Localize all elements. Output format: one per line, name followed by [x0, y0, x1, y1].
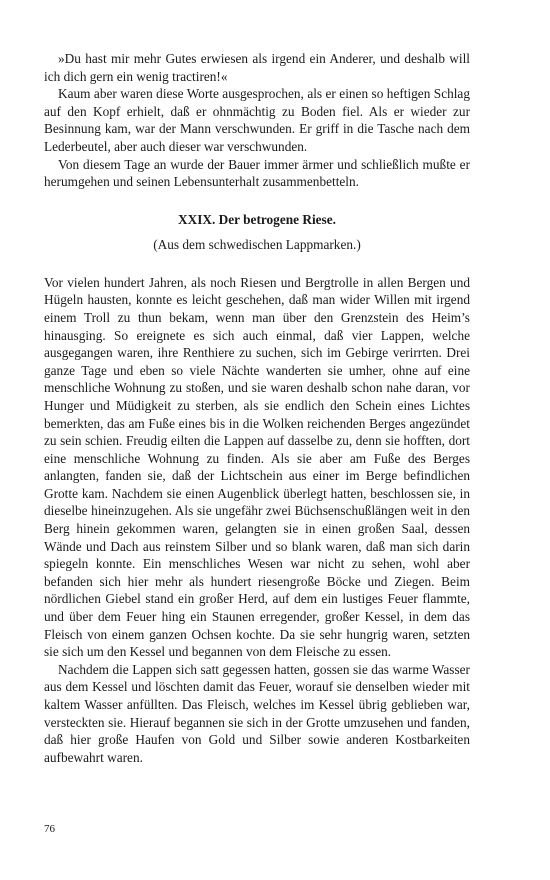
- paragraph-blow: Kaum aber waren diese Worte ausgesprochen, als er einen so heftigen Schlag auf den Kopf erhielt, daß er ohnmächtig zu Boden fiel. Als er wieder zur Besinnung kam, war der Mann verschwunden. Er griff in die Tasche nach dem Lederbeutel, aber auch dieser war verschwunden.: [44, 86, 470, 154]
- page-number: 76: [44, 823, 55, 835]
- paragraph-story-continued: Nachdem die Lappen sich satt gegessen hatten, gossen sie das warme Wasser aus dem Kessel und löschten damit das Feuer, worauf sie denselben wieder mit kaltem Wasser anfüllten. Das Fleisch, welches im Kessel übrig geblieben war, versteckten sie. Hierauf begannen sie sich in der Grotte umzusehen und fanden, daß hier große Haufen von Gold und Silber sowie anderen Kostbarkeiten aufbewahrt waren.: [44, 661, 470, 765]
- chapter-title: XXIX. Der betrogene Riese.: [178, 211, 336, 227]
- paragraph-story-opening: Vor vielen hundert Jahren, als noch Riesen und Bergtrolle in allen Bergen und Hügeln hausten, konnte es leicht geschehen, daß man wider Willen mit irgend einem Troll zu thun bekam, wenn man über den Grenzstein des Heim’s hinausging. So ereignete es sich auch einmal, daß vier Lappen, welche ausgegangen waren, ihre Renthiere zu suchen, sich im Gebirge verirrten. Drei ganze Tage und eben so viele Nächte wanderten sie umher, ohne auf eine menschliche Wohnung zu stoßen, und sie waren deshalb schon nahe daran, vor Hunger und Müdigkeit zu sterben, als sie endlich den Schein eines Lichtes bemerkten, das am Fuße eines bis in die Wolken reichenden Berges angezündet zu sein schien. Freudig eilten die Lappen auf dasselbe zu, denn sie hofften, dort eine menschliche Wohnung zu finden. Als sie aber am Fuße des Berges anlangten, fanden sie, daß der Lichtschein aus einer im Berge befindlichen Grotte kam. Nachdem sie einen Augenblick überlegt hatten, beschlossen sie, in dieselbe hineinzugehen. Als sie ungefähr zwei Büchsenschußlängen weit in den Berg hinein gekommen waren, gelangten sie in einen großen Saal, dessen Wände und Dach aus reinstem Silber und so blank waren, daß man sich darin spiegeln konnte. Ein menschliches Wesen war nicht zu sehen, wohl aber befanden sich hier mehr als hundert riesengroße Böcke und Ziegen. Beim nördlichen Giebel stand ein großer Herd, auf dem ein lustiges Feuer flammte, und über dem Feuer hing ein Staunen erregender, großer Kessel, in dem das Fleisch von einem ganzen Ochsen kochte. Da sie sehr hungrig waren, setzten sie sich um den Kessel und begannen von dem Fleische zu essen.: [44, 274, 470, 660]
- page-text: [44, 50, 470, 766]
- chapter-subtitle: (Aus dem schwedischen Lappmarken.): [153, 236, 361, 252]
- paragraph-poverty: Von diesem Tage an wurde der Bauer immer ärmer und schließlich mußte er herumgehen und seinen Lebensunterhalt zusammenbetteln.: [44, 156, 470, 190]
- paragraph-speech: »Du hast mir mehr Gutes erwiesen als irgend ein Anderer, und deshalb will ich dich gern ein wenig tractiren!«: [44, 51, 470, 84]
